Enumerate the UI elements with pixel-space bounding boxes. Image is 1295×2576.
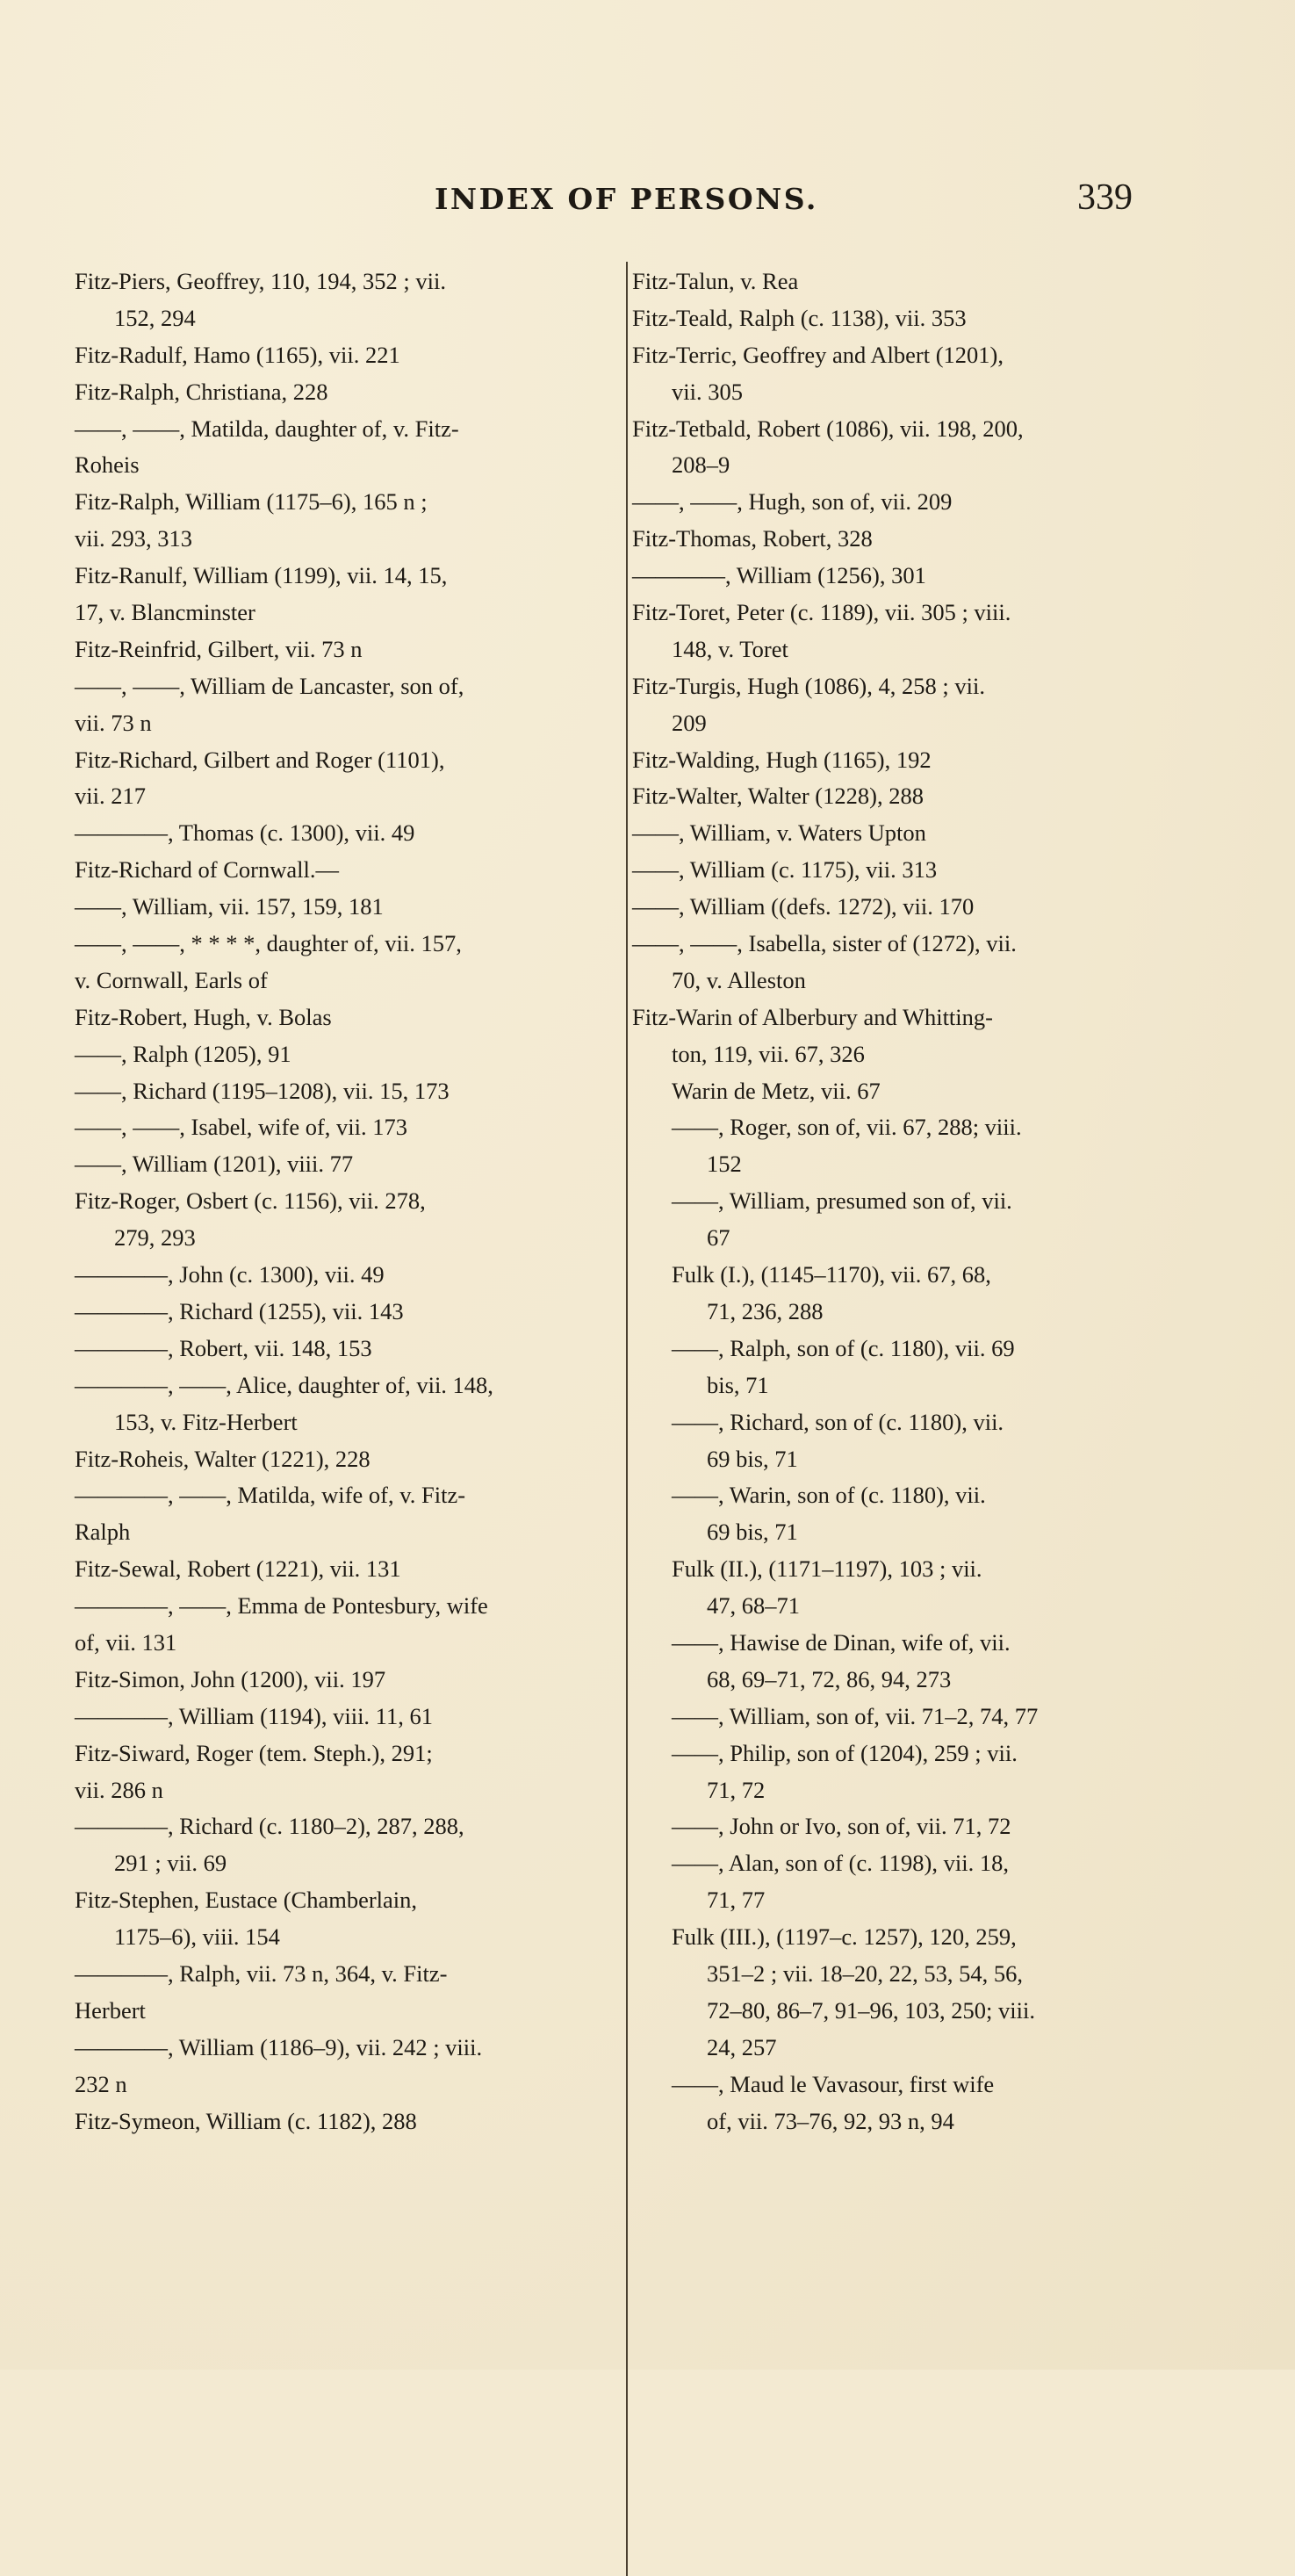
entry-continuation: 71, 77 xyxy=(707,1887,766,1914)
entry-line: ——, Philip, son of (1204), 259 ; vii. xyxy=(672,1739,1018,1766)
entry-line: ————, Ralph, vii. 73 n, 364, v. Fitz- xyxy=(75,1959,448,1987)
entry-continuation: ton, 119, vii. 67, 326 xyxy=(672,1040,865,1067)
entry-continuation: 71, 72 xyxy=(707,1776,766,1803)
entry-line: ——, Alan, son of (c. 1198), vii. 18, xyxy=(672,1850,1009,1877)
entry-continuation: 153, v. Fitz-Herbert xyxy=(114,1408,298,1435)
index-entry xyxy=(75,484,601,558)
entry-line: Fulk (III.), (1197–c. 1257), 120, 259, xyxy=(672,1923,1017,1951)
index-entry xyxy=(75,411,601,485)
entry-continuation: of, vii. 73–76, 92, 93 n, 94 xyxy=(707,2107,954,2134)
entry-continuation: 209 xyxy=(672,709,707,736)
index-entry xyxy=(632,558,1163,595)
entry-line: Fitz-Roger, Osbert (c. 1156), vii. 278, xyxy=(75,1187,426,1215)
index-entry xyxy=(632,1845,1163,1919)
entry-line: ——, John or Ivo, son of, vii. 71, 72 xyxy=(672,1813,1011,1840)
column-divider xyxy=(626,262,628,2576)
entry-continuation: 291 ; vii. 69 xyxy=(114,1850,227,1877)
entry-line: ——, ——, Matilda, daughter of, v. Fitz- xyxy=(75,415,459,442)
index-entry xyxy=(75,1109,601,1146)
entry-line: ——, Richard, son of (c. 1180), vii. xyxy=(672,1408,1004,1435)
entry-line: Fitz-Robert, Hugh, v. Bolas xyxy=(75,1003,332,1030)
entry-continuation: 148, v. Toret xyxy=(672,635,788,662)
entry-continuation: Herbert xyxy=(75,1996,146,2024)
entry-continuation: vii. 305 xyxy=(672,378,743,405)
index-entry xyxy=(632,889,1163,926)
index-entry xyxy=(75,1036,601,1073)
index-entry xyxy=(632,1331,1163,1404)
entry-continuation: bis, 71 xyxy=(707,1371,769,1398)
entry-line: Fitz-Reinfrid, Gilbert, vii. 73 n xyxy=(75,635,363,662)
index-entry xyxy=(75,1699,601,1735)
index-entry xyxy=(632,1257,1163,1331)
index-entry xyxy=(75,1146,601,1183)
index-entry xyxy=(632,815,1163,852)
index-entry xyxy=(75,1956,601,2030)
index-entry xyxy=(75,1588,601,1662)
entry-line: Fitz-Roheis, Walter (1221), 228 xyxy=(75,1445,371,1472)
entry-line: ————, ——, Matilda, wife of, v. Fitz- xyxy=(75,1482,466,1509)
entry-line: ——, Ralph (1205), 91 xyxy=(75,1040,291,1067)
index-entry xyxy=(75,558,601,631)
index-entry xyxy=(632,595,1163,668)
entry-line: ——, Ralph, son of (c. 1180), vii. 69 xyxy=(672,1334,1015,1361)
entry-continuation: 68, 69–71, 72, 86, 94, 273 xyxy=(707,1665,952,1692)
entry-line: ——, William (1201), viii. 77 xyxy=(75,1151,354,1178)
index-entry xyxy=(632,337,1163,411)
index-column-right xyxy=(632,263,1163,2139)
entry-continuation: vii. 217 xyxy=(75,783,146,810)
index-entry xyxy=(632,1404,1163,1478)
entry-line: Fitz-Teald, Ralph (c. 1138), vii. 353 xyxy=(632,304,967,331)
index-entry xyxy=(632,999,1163,1073)
index-entry xyxy=(75,889,601,926)
entry-line: ——, William ((defs. 1272), vii. 170 xyxy=(632,893,975,920)
entry-line: ——, ——, Isabella, sister of (1272), vii. xyxy=(632,930,1017,957)
index-entry xyxy=(632,1808,1163,1845)
entry-line: ——, ——, Isabel, wife of, vii. 173 xyxy=(75,1114,408,1141)
entry-continuation: 69 bis, 71 xyxy=(707,1445,798,1472)
index-entry xyxy=(632,1625,1163,1699)
index-entry xyxy=(75,742,601,816)
index-entry xyxy=(632,668,1163,742)
entry-line: Fitz-Tetbald, Robert (1086), vii. 198, 200, xyxy=(632,415,1024,442)
entry-line: Fitz-Symeon, William (c. 1182), 288 xyxy=(75,2107,417,2134)
entry-continuation: 72–80, 86–7, 91–96, 103, 250; viii. xyxy=(707,1996,1035,2024)
entry-line: Warin de Metz, vii. 67 xyxy=(672,1077,881,1104)
entry-continuation: 47, 68–71 xyxy=(707,1592,800,1620)
entry-continuation: 24, 257 xyxy=(707,2033,777,2060)
entry-line: Fitz-Richard, Gilbert and Roger (1101), xyxy=(75,746,445,773)
index-entry xyxy=(632,2067,1163,2140)
index-entry xyxy=(75,852,601,889)
index-entry xyxy=(75,1073,601,1110)
entry-line: ————, William (1186–9), vii. 242 ; viii. xyxy=(75,2033,483,2060)
index-entry xyxy=(75,668,601,742)
index-entry xyxy=(632,742,1163,779)
entry-line: Fitz-Radulf, Hamo (1165), vii. 221 xyxy=(75,341,400,368)
entry-line: ——, William, v. Waters Upton xyxy=(632,819,926,847)
index-entry xyxy=(75,1735,601,1809)
entry-line: Fitz-Terric, Geoffrey and Albert (1201), xyxy=(632,341,1004,368)
entry-line: Fitz-Toret, Peter (c. 1189), vii. 305 ; viii. xyxy=(632,599,1011,626)
index-entry xyxy=(75,1183,601,1257)
entry-continuation: of, vii. 131 xyxy=(75,1628,177,1656)
entry-line: ——, William, vii. 157, 159, 181 xyxy=(75,893,384,920)
index-entry xyxy=(632,300,1163,337)
index-entry xyxy=(632,1477,1163,1551)
index-entry xyxy=(632,1183,1163,1257)
entry-continuation: 208–9 xyxy=(672,451,730,479)
entry-line: ——, Roger, son of, vii. 67, 288; viii. xyxy=(672,1114,1022,1141)
entry-line: Fitz-Richard of Cornwall.— xyxy=(75,856,340,884)
entry-line: ——, William, son of, vii. 71–2, 74, 77 xyxy=(672,1702,1039,1729)
entry-continuation: vii. 73 n xyxy=(75,709,152,736)
entry-line: ——, Hawise de Dinan, wife of, vii. xyxy=(672,1628,1011,1656)
entry-line: Fitz-Siward, Roger (tem. Steph.), 291; xyxy=(75,1739,433,1766)
entry-continuation: Ralph xyxy=(75,1519,131,1546)
entry-line: Fitz-Stephen, Eustace (Chamberlain, xyxy=(75,1887,418,1914)
entry-line: Fitz-Walding, Hugh (1165), 192 xyxy=(632,746,932,773)
entry-line: Fitz-Talun, v. Rea xyxy=(632,268,799,294)
entry-line: ——, Richard (1195–1208), vii. 15, 173 xyxy=(75,1077,450,1104)
entry-continuation: vii. 286 n xyxy=(75,1776,163,1803)
index-entry xyxy=(75,337,601,374)
entry-continuation: 67 xyxy=(707,1224,730,1252)
index-entry xyxy=(632,1073,1163,1110)
entry-line: Fitz-Turgis, Hugh (1086), 4, 258 ; vii. xyxy=(632,672,985,699)
entry-line: Fitz-Thomas, Robert, 328 xyxy=(632,525,873,552)
entry-line: ——, ——, William de Lancaster, son of, xyxy=(75,672,464,699)
running-head: INDEX OF PERSONS. xyxy=(435,182,818,216)
index-entry xyxy=(632,263,1163,300)
entry-continuation: v. Cornwall, Earls of xyxy=(75,966,268,993)
entry-line: Fulk (I.), (1145–1170), vii. 67, 68, xyxy=(672,1261,991,1288)
page-header xyxy=(0,177,1295,233)
index-entry xyxy=(75,631,601,668)
index-entry xyxy=(75,815,601,852)
entry-line: Fitz-Ralph, William (1175–6), 165 n ; xyxy=(75,488,428,516)
entry-line: Fitz-Warin of Alberbury and Whitting- xyxy=(632,1003,993,1030)
index-entry xyxy=(632,926,1163,999)
index-entry xyxy=(632,1735,1163,1809)
entry-continuation: 152 xyxy=(707,1151,742,1178)
index-entry xyxy=(632,411,1163,485)
entry-line: ——, Warin, son of (c. 1180), vii. xyxy=(672,1482,986,1509)
entry-line: Fitz-Sewal, Robert (1221), vii. 131 xyxy=(75,1555,401,1583)
entry-line: ————, Richard (1255), vii. 143 xyxy=(75,1297,404,1324)
entry-continuation: 152, 294 xyxy=(114,304,196,331)
entry-continuation: 17, v. Blancminster xyxy=(75,599,255,626)
index-entry xyxy=(75,1882,601,1956)
entry-continuation: 351–2 ; vii. 18–20, 22, 53, 54, 56, xyxy=(707,1959,1023,1987)
entry-line: Fitz-Simon, John (1200), vii. 197 xyxy=(75,1665,386,1692)
entry-continuation: 232 n xyxy=(75,2070,127,2097)
index-entry xyxy=(75,926,601,999)
index-entry xyxy=(75,1551,601,1588)
entry-line: ——, ——, * * * *, daughter of, vii. 157, xyxy=(75,930,462,957)
index-entry xyxy=(75,2103,601,2140)
index-entry xyxy=(75,263,601,337)
entry-line: ——, Maud le Vavasour, first wife xyxy=(672,2070,995,2097)
index-entry xyxy=(75,1257,601,1294)
index-entry xyxy=(632,1919,1163,2067)
index-entry xyxy=(75,1367,601,1441)
entry-continuation: 279, 293 xyxy=(114,1224,196,1252)
index-entry xyxy=(632,521,1163,558)
entry-continuation: Roheis xyxy=(75,451,140,479)
index-entry xyxy=(75,2030,601,2103)
entry-line: ————, William (1194), viii. 11, 61 xyxy=(75,1702,433,1729)
page-number: 339 xyxy=(1077,177,1133,218)
entry-line: ——, William (c. 1175), vii. 313 xyxy=(632,856,938,884)
entry-line: ——, William, presumed son of, vii. xyxy=(672,1187,1012,1215)
index-entry xyxy=(75,999,601,1036)
entry-line: Fitz-Piers, Geoffrey, 110, 194, 352 ; vii. xyxy=(75,268,446,294)
entry-line: ————, Thomas (c. 1300), vii. 49 xyxy=(75,819,415,847)
entry-line: ————, Richard (c. 1180–2), 287, 288, xyxy=(75,1813,464,1840)
entry-line: ————, ——, Emma de Pontesbury, wife xyxy=(75,1592,488,1620)
index-entry xyxy=(632,1109,1163,1183)
entry-continuation: 69 bis, 71 xyxy=(707,1519,798,1546)
entry-line: Fitz-Ranulf, William (1199), vii. 14, 15, xyxy=(75,562,448,589)
entry-continuation: 70, v. Alleston xyxy=(672,966,806,993)
index-entry xyxy=(75,1808,601,1882)
entry-line: Fulk (II.), (1171–1197), 103 ; vii. xyxy=(672,1555,982,1583)
entry-line: Fitz-Ralph, Christiana, 228 xyxy=(75,378,328,405)
index-entry xyxy=(632,778,1163,815)
index-entry xyxy=(75,1477,601,1551)
entry-line: ————, William (1256), 301 xyxy=(632,562,926,589)
index-entry xyxy=(632,484,1163,521)
entry-line: ————, ——, Alice, daughter of, vii. 148, xyxy=(75,1371,493,1398)
entry-line: ————, Robert, vii. 148, 153 xyxy=(75,1334,372,1361)
index-entry xyxy=(75,1294,601,1331)
index-entry xyxy=(75,1662,601,1699)
index-entry xyxy=(632,1551,1163,1625)
index-entry xyxy=(75,1331,601,1367)
entry-continuation: 71, 236, 288 xyxy=(707,1297,824,1324)
index-entry xyxy=(75,1441,601,1478)
entry-line: ——, ——, Hugh, son of, vii. 209 xyxy=(632,488,953,516)
index-entry xyxy=(632,1699,1163,1735)
entry-line: Fitz-Walter, Walter (1228), 288 xyxy=(632,783,924,810)
index-entry xyxy=(75,374,601,411)
index-entry xyxy=(632,852,1163,889)
entry-continuation: vii. 293, 313 xyxy=(75,525,192,552)
entry-line: ————, John (c. 1300), vii. 49 xyxy=(75,1261,385,1288)
entry-continuation: 1175–6), viii. 154 xyxy=(114,1923,280,1951)
index-column-left xyxy=(75,263,601,2139)
